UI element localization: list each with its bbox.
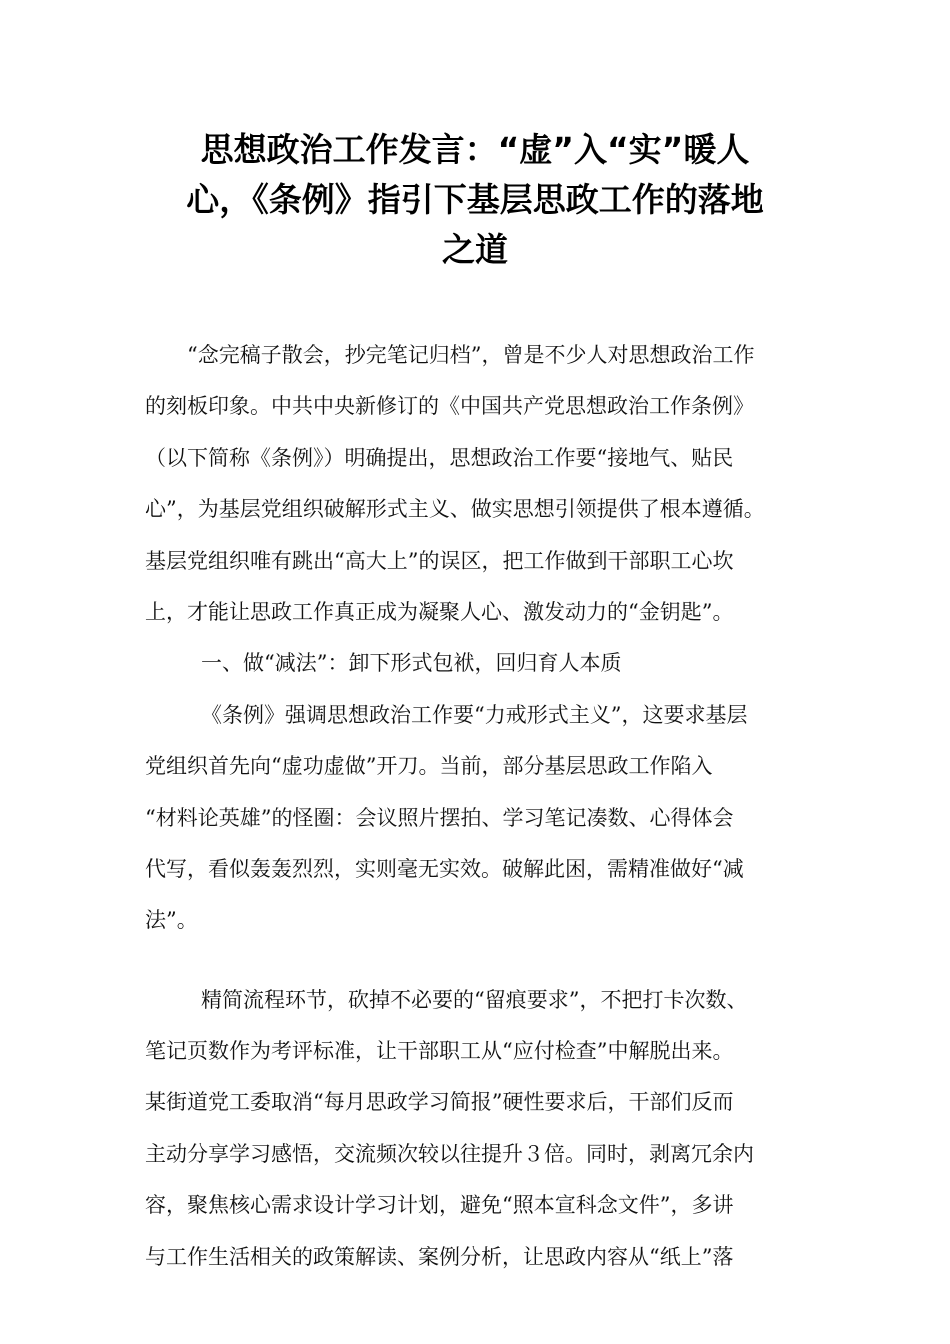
text-line: 心”，为基层党组织破解形式主义、做实思想引领提供了根本遵循。	[145, 497, 765, 522]
text-line: 上，才能让思政工作真正成为凝聚人心、激发动力的“金钥匙”。	[145, 599, 734, 624]
text-line: 容，聚焦核心需求设计学习计划，避免“照本宣科念文件”，多讲	[145, 1193, 734, 1218]
text-line: 与工作生活相关的政策解读、案例分析，让思政内容从“纸上”落	[145, 1244, 734, 1269]
text-line: 法”。	[145, 908, 198, 933]
text-line: 笔记页数作为考评标准，让干部职工从“应付检查”中解脱出来。	[145, 1039, 734, 1064]
text-line: 基层党组织唯有跳出“高大上”的误区，把工作做到干部职工心坎	[145, 548, 734, 573]
text-line: 精简流程环节，砍掉不必要的“留痕要求”，不把打卡次数、	[201, 987, 748, 1012]
text-line: “念完稿子散会，抄完笔记归档”，曾是不少人对思想政治工作	[187, 343, 755, 367]
document-title	[140, 125, 810, 275]
paragraph-section-1-detail	[145, 975, 815, 1283]
text-line: （以下简称《条例》）明确提出，思想政治工作要“接地气、贴民	[145, 445, 734, 470]
text-line: 代写，看似轰轰烈烈，实则毫无实效。破解此困，需精准做好“减	[145, 856, 744, 881]
section-heading	[145, 638, 815, 689]
paragraph-intro	[145, 330, 815, 638]
text-line: “材料论英雄”的怪圈：会议照片摆拍、学习笔记凑数、心得体会	[145, 805, 734, 830]
title-line: 心，《条例》指引下基层思政工作的落地	[186, 180, 764, 219]
title-line: 之道	[442, 230, 508, 269]
document-body	[145, 330, 815, 1283]
title-line: 思想政治工作发言：“虚”入“实”暖人	[200, 130, 750, 169]
text-line: 的刻板印象。中共中央新修订的《中国共产党思想政治工作条例》	[145, 394, 754, 419]
paragraph-section-1	[145, 690, 815, 947]
text-line: 某街道党工委取消“每月思政学习简报”硬性要求后，干部们反而	[145, 1090, 734, 1115]
text-line: 党组织首先向“虚功虚做”开刀。当前，部分基层思政工作陷入	[145, 754, 713, 779]
section-heading-text: 一、做“减法”：卸下形式包袱，回归育人本质	[201, 651, 622, 676]
text-line: 主动分享学习感悟，交流频次较以往提升３倍。同时，剥离冗余内	[145, 1141, 754, 1166]
paragraph-gap	[145, 947, 815, 975]
text-line: 《条例》强调思想政治工作要“力戒形式主义”，这要求基层	[201, 702, 748, 727]
